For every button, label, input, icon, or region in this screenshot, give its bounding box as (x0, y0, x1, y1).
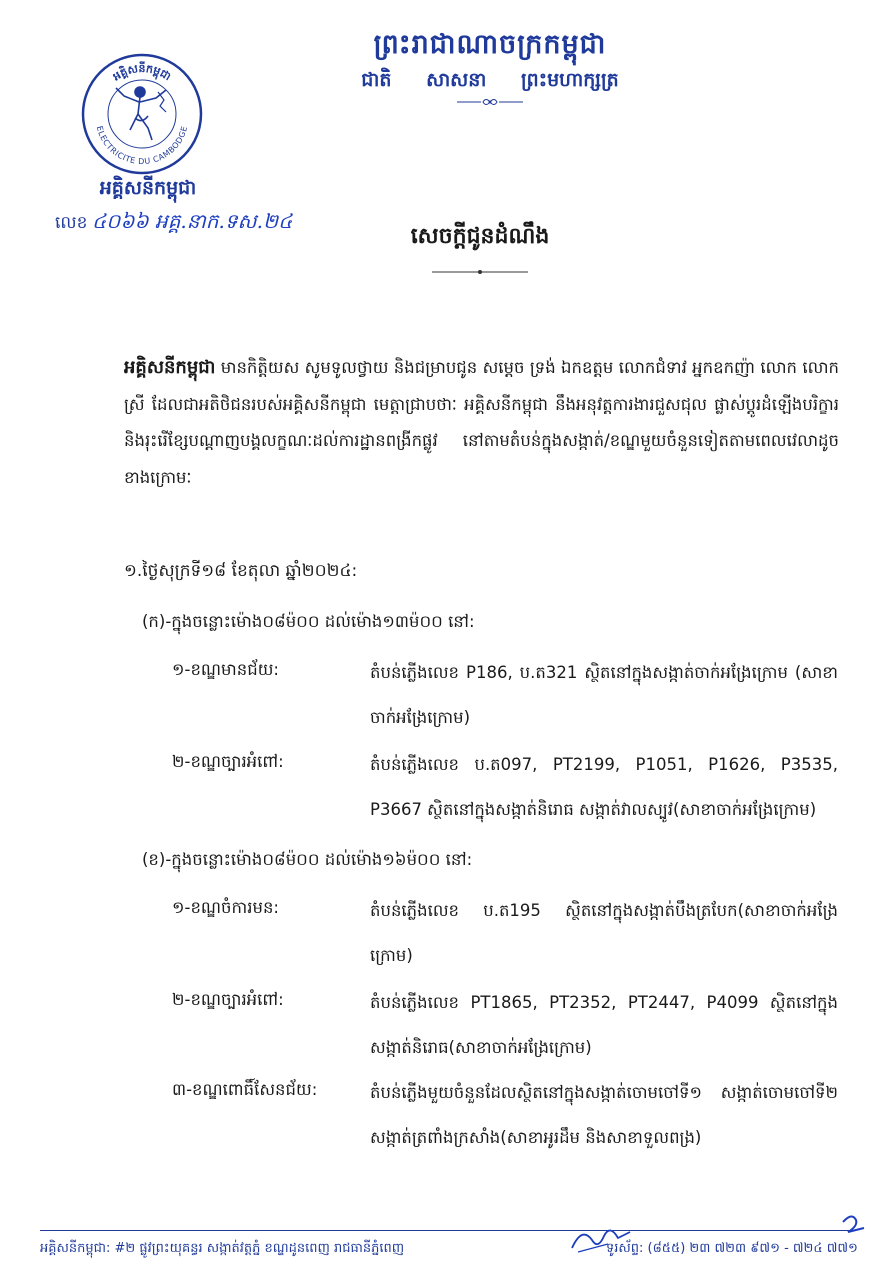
section-b-heading: (ខ)-ក្នុងចន្លោះម៉ោង០៨ម៉០០ ដល់ម៉ោង១៦ម៉០០ នៅ: (142, 850, 473, 869)
svg-text:ELECTRICITE DU CAMBODGE (95, 125, 189, 166)
reference-number: ៤០៦៦ អគ្គ.នាក.ទស.២៤ (92, 209, 293, 233)
section-b-item-3-detail: តំបន់ភ្លើងមួយចំនួនដែលស្ថិតនៅក្នុងសង្កាត់ចោមចៅទី១ សង្កាត់ចោមចៅទី២ សង្កាត់ត្រពាំងក្រសាំង(សាខាអូរដឹម និងសាខាទួលពង្រ) (370, 1083, 838, 1147)
motto-religion: សាសនា (426, 69, 487, 91)
logo-french-text: ELECTRICITE DU CAMBODGE (94, 125, 190, 167)
title-divider-icon (432, 268, 528, 276)
kingdom-heading: ព្រះរាជាណាចក្រកម្ពុជា (373, 29, 607, 60)
intro-org: អគ្គិសនីកម្ពុជា (124, 357, 216, 378)
section-b-item-1-label: ១-ខណ្ឌចំការមន: (172, 898, 279, 917)
footer-address: អគ្គិសនីកម្ពុជា: #២ ផ្លូវព្រះយុគន្ធរ សង្កាត់វត្តភ្នំ ខណ្ឌដូនពេញ រាជធានីភ្នំពេញ (40, 1241, 405, 1256)
motto-nation: ជាតិ (361, 69, 392, 91)
section-b-item-1-detail: តំបន់ភ្លើងលេខ ប.ត195 ស្ថិតនៅក្នុងសង្កាត់បឹងត្របែក(សាខាចាក់អង្រែក្រោម) (370, 901, 838, 965)
national-motto (330, 68, 650, 96)
logo-khmer-text: អគ្គិសនីកម្ពុជា (110, 62, 174, 84)
edc-logo (80, 52, 204, 176)
motto-king: ព្រះមហាក្សត្រ (521, 69, 619, 91)
document-title: សេចក្តីជូនដំណឹង (410, 224, 550, 249)
section-b-item-2-detail: តំបន់ភ្លើងលេខ PT1865, PT2352, PT2447, P4099 ស្ថិតនៅក្នុងសង្កាត់និរោធ(សាខាចាក់អង្រែក្រោម) (370, 993, 838, 1057)
initial-mark (840, 1212, 868, 1238)
reference-prefix: លេខ (55, 213, 88, 233)
org-name: អគ្គិសនីកម្ពុជា (99, 177, 197, 199)
section-a-item-2-detail: តំបន់ភ្លើងលេខ ប.ត097, PT2199, P1051, P1626, P3535, P3667 ស្ថិតនៅក្នុងសង្កាត់និរោធ សង្កាត់វាលស្បូវ(សាខាចាក់អង្រែក្រោម) (370, 755, 838, 819)
section-a-item-1-detail: តំបន់ភ្លើងលេខ P186, ប.ត321 ស្ថិតនៅក្នុងសង្កាត់ចាក់អង្រែក្រោម (សាខាចាក់អង្រែក្រោម) (370, 663, 838, 727)
apsara-figure-icon (116, 87, 166, 140)
section-b-item-3-label: ៣-ខណ្ឌពោធិ៍សែនជ័យ: (172, 1080, 318, 1099)
footer-phone: ទូរស័ព្ទ: (៨៥៥) ២៣ ៧២៣ ៩៧១ - ៧២៤ ៧៧១ (606, 1241, 858, 1256)
intro-paragraph (124, 350, 839, 496)
section-a-heading: (ក)-ក្នុងចន្លោះម៉ោង០៨ម៉០០ ដល់ម៉ោង១៣ម៉០០ នៅ: (142, 612, 475, 631)
section-a-item-2-label: ២-ខណ្ឌច្បារអំពៅ: (172, 752, 284, 771)
intro-text: មានកិត្តិយស សូមទូលថ្វាយ និងជម្រាបជូន សម្តេច ទ្រង់ ឯកឧត្តម លោកជំទាវ អ្នកឧកញ៉ា លោក លោកស្រី ដែលជាអតិថិជនរបស់អគ្គិសនីកម្ពុជា មេត្តាជ្រាបថាៈ អគ្គិសនីកម្ពុជា នឹងអនុវត្តការងារជួសជុល ផ្លាស់ប្តូរដំឡើងបរិក្ខារ និងរុះរើខ្សែបណ្តាញបង្គលក្ខណៈដល់ការដ្ឋានពង្រីកផ្លូវ នៅតាមតំបន់ក្នុងសង្កាត់/ខណ្ឌមួយចំនួនទៀតតាមពេលវេលាដូចខាងក្រោមៈ (124, 358, 839, 487)
section-b-item-2-label: ២-ខណ្ឌច្បារអំពៅ: (172, 990, 284, 1009)
day-heading: ១.ថ្ងៃសុក្រទី១៨ ខែតុលា ឆ្នាំ២០២៤: (124, 561, 358, 581)
footer-divider (40, 1230, 850, 1231)
section-a-item-1-label: ១-ខណ្ឌមានជ័យ: (172, 660, 279, 679)
ornament-divider-icon (455, 96, 525, 108)
